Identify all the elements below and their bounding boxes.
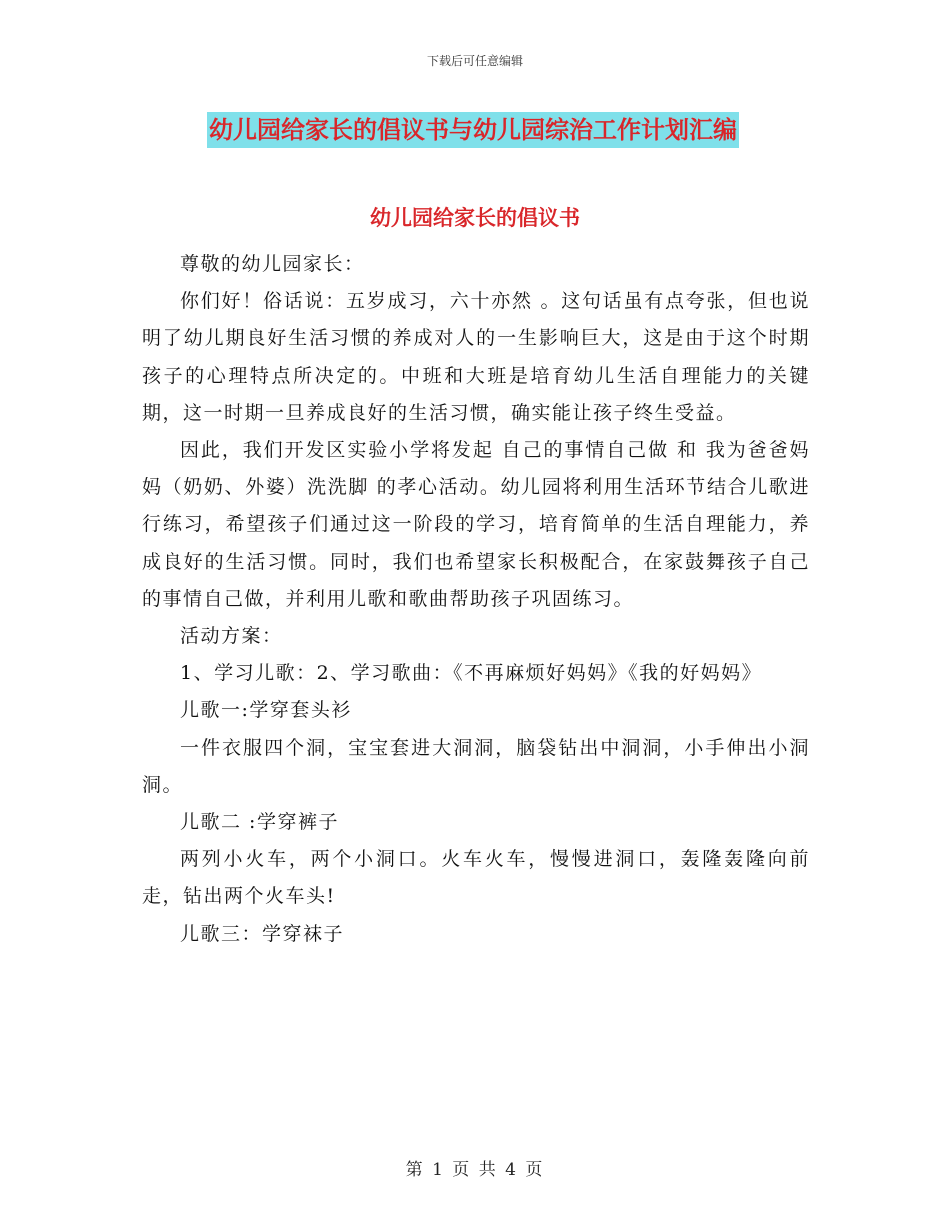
song-heading: 儿歌一:学穿套头衫 bbox=[180, 699, 352, 722]
page-number: 第 1 页 共 4 页 bbox=[405, 1160, 545, 1180]
body-content bbox=[142, 246, 810, 953]
song-lyrics: 一件衣服四个洞，宝宝套进大洞洞，脑袋钻出中洞洞，小手伸出小洞洞。 bbox=[142, 736, 810, 796]
paragraph: 1、学习儿歌：2、学习歌曲：《不再麻烦好妈妈》《我的好妈妈》 bbox=[180, 662, 763, 685]
salutation: 尊敬的幼儿园家长： bbox=[180, 253, 365, 275]
paragraph: 你们好！俗话说：五岁成习，六十亦然 。这句话虽有点夸张，但也说明了幼儿期良好生活习惯的养成对人的一生影响巨大，这是由于这个时期孩子的心理特点所决定的。中班和大班是培育幼儿生活自理能力的关键期，这一时期一旦养成良好的生活习惯，确实能让孩子终生受益。 bbox=[142, 290, 810, 424]
activity-plan-heading: 活动方案： bbox=[180, 625, 283, 648]
song-heading: 儿歌二 :学穿裤子 bbox=[180, 811, 339, 834]
document-title: 幼儿园给家长的倡议书与幼儿园综治工作计划汇编 bbox=[207, 112, 739, 148]
paragraph: 因此，我们开发区实验小学将发起 自己的事情自己做 和 我为爸爸妈妈（奶奶、外婆）洗洗脚 的孝心活动。幼儿园将利用生活环节结合儿歌进行练习，希望孩子们通过这一阶段的学习，培育简单的生活自理能力，养成良好的生活习惯。同时，我们也希望家长积极配合，在家鼓舞孩子自己的事情自己做，并利用儿歌和歌曲帮助孩子巩固练习。 bbox=[142, 439, 810, 610]
page-header-note: 下载后可任意编辑 bbox=[426, 54, 523, 68]
song-lyrics: 两列小火车，两个小洞口。火车火车，慢慢进洞口，轰隆轰隆向前走，钻出两个火车头! bbox=[142, 848, 810, 908]
song-heading: 儿歌三：学穿袜子 bbox=[180, 922, 345, 945]
section-title: 幼儿园给家长的倡议书 bbox=[370, 206, 580, 230]
